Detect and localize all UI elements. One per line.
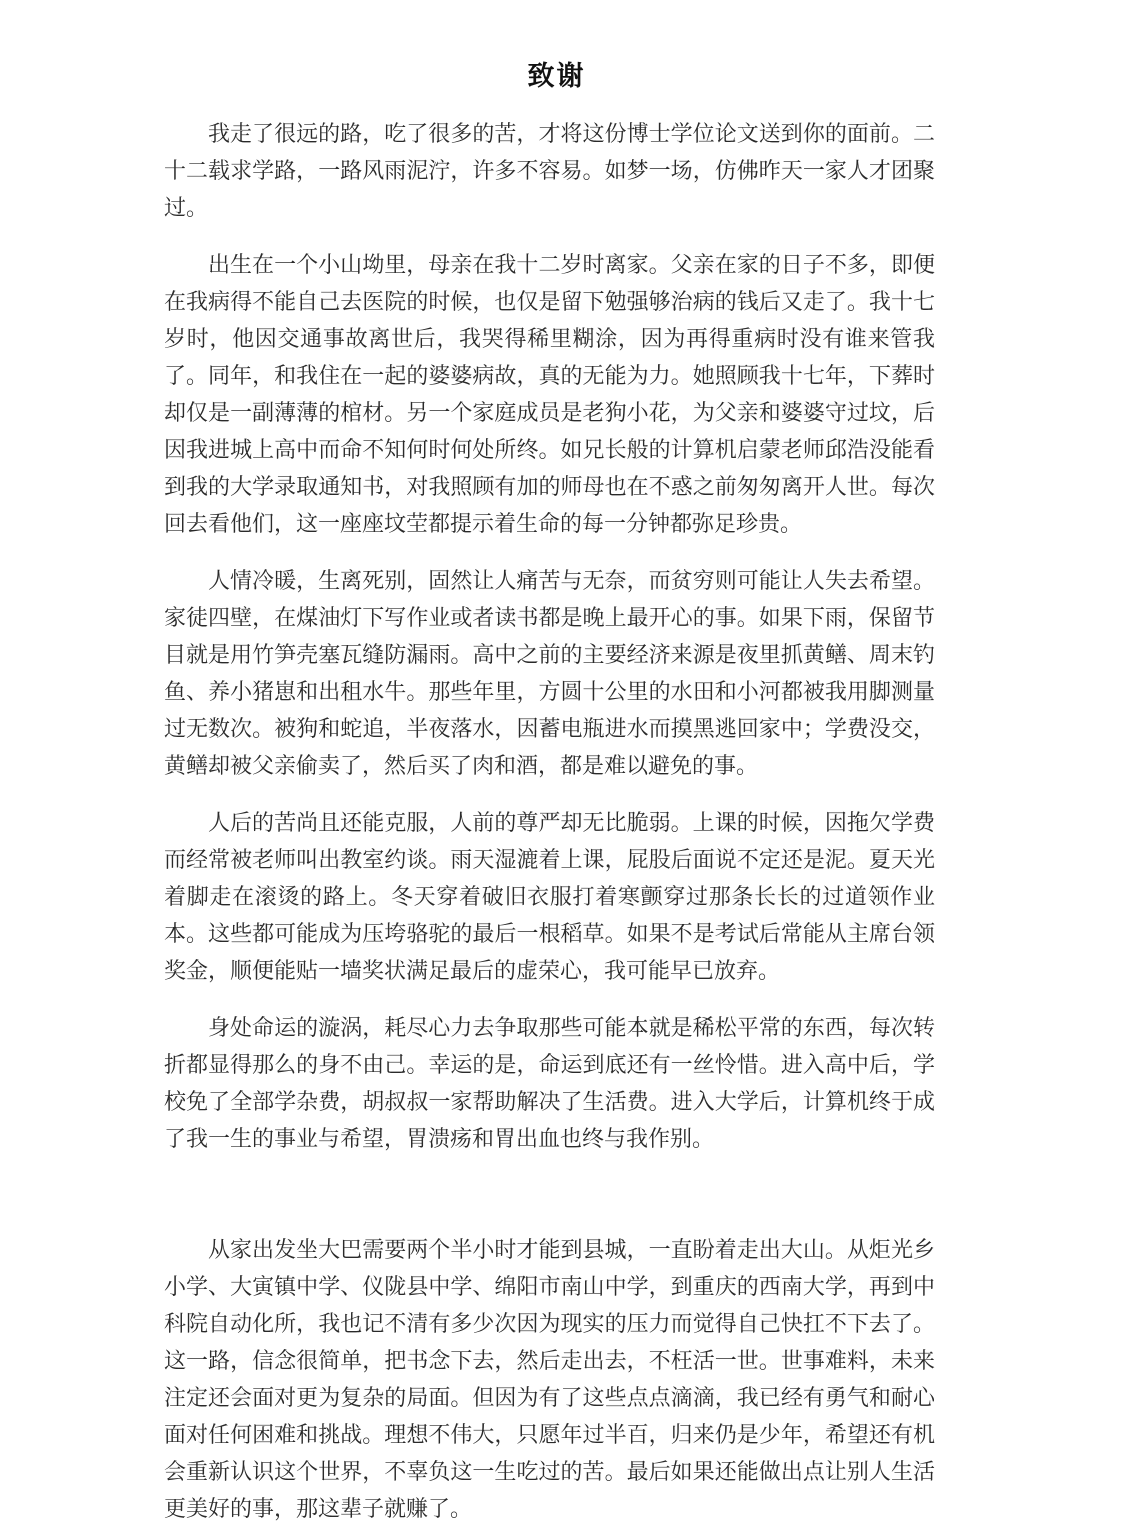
paragraph-5: 身处命运的漩涡，耗尽心力去争取那些可能本就是稀松平常的东西，每次转折都显得那么的身不由己。幸运的是，命运到底还有一丝怜惜。进入高中后，学校免了全部学杂费，胡叔叔一家帮助解决了生活费。进入大学后，计算机终于成了我一生的事业与希望，胃溃疡和胃出血也终与我作别。 [164,1016,935,1152]
paragraph-6: 从家出发坐大巴需要两个半小时才能到县城，一直盼着走出大山。从炬光乡小学、大寅镇中学、仪陇县中学、绵阳市南山中学，到重庆的西南大学，再到中科院自动化所，我也记不清有多少次因为现实的压力而觉得自己快扛不下去了。这一路，信念很简单，把书念下去，然后走出去，不枉活一世。世事难料，未来注定还会面对更为复杂的局面。但因为有了这些点点滴滴，我已经有勇气和耐心面对任何困难和挑战。理想不伟大，只愿年过半百，归来仍是少年，希望还有机会重新认识这个世界，不辜负这一生吃过的苦。最后如果还能做出点让别人生活更美好的事，那这辈子就赚了。 [164,1238,935,1522]
paragraph-2: 出生在一个小山坳里，母亲在我十二岁时离家。父亲在家的日子不多，即便在我病得不能自己去医院的时候，也仅是留下勉强够治病的钱后又走了。我十七岁时，他因交通事故离世后，我哭得稀里糊涂，因为再得重病时没有谁来管我了。同年，和我住在一起的婆婆病故，真的无能为力。她照顾我十七年，下葬时却仅是一副薄薄的棺材。另一个家庭成员是老狗小花，为父亲和婆婆守过坟，后因我进城上高中而命不知何时何处所终。如兄长般的计算机启蒙老师邱浩没能看到我的大学录取通知书，对我照顾有加的师母也在不惑之前匆匆离开人世。每次回去看他们，这一座座坟茔都提示着生命的每一分钟都弥足珍贵。 [164,253,935,537]
paragraph-4: 人后的苦尚且还能克服，人前的尊严却无比脆弱。上课的时候，因拖欠学费而经常被老师叫出教室约谈。雨天湿漉着上课，屁股后面说不定还是泥。夏天光着脚走在滚烫的路上。冬天穿着破旧衣服打着寒颤穿过那条长长的过道领作业本。这些都可能成为压垮骆驼的最后一根稻草。如果不是考试后常能从主席台领奖金，顺便能贴一墙奖状满足最后的虚荣心，我可能早已放弃。 [164,811,935,984]
paragraph-1: 我走了很远的路，吃了很多的苦，才将这份博士学位论文送到你的面前。二十二载求学路，一路风雨泥泞，许多不容易。如梦一场，仿佛昨天一家人才团聚过。 [164,122,935,221]
paragraph-3: 人情冷暖，生离死别，固然让人痛苦与无奈，而贫穷则可能让人失去希望。家徒四壁，在煤油灯下写作业或者读书都是晚上最开心的事。如果下雨，保留节目就是用竹笋壳塞瓦缝防漏雨。高中之前的主要经济来源是夜里抓黄鳝、周末钓鱼、养小猪崽和出租水牛。那些年里，方圆十公里的水田和小河都被我用脚测量过无数次。被狗和蛇追，半夜落水，因蓄电瓶进水而摸黑逃回家中；学费没交，黄鳝却被父亲偷卖了，然后买了肉和酒，都是难以避免的事。 [164,569,935,779]
page-title: 致谢 [527,61,586,92]
